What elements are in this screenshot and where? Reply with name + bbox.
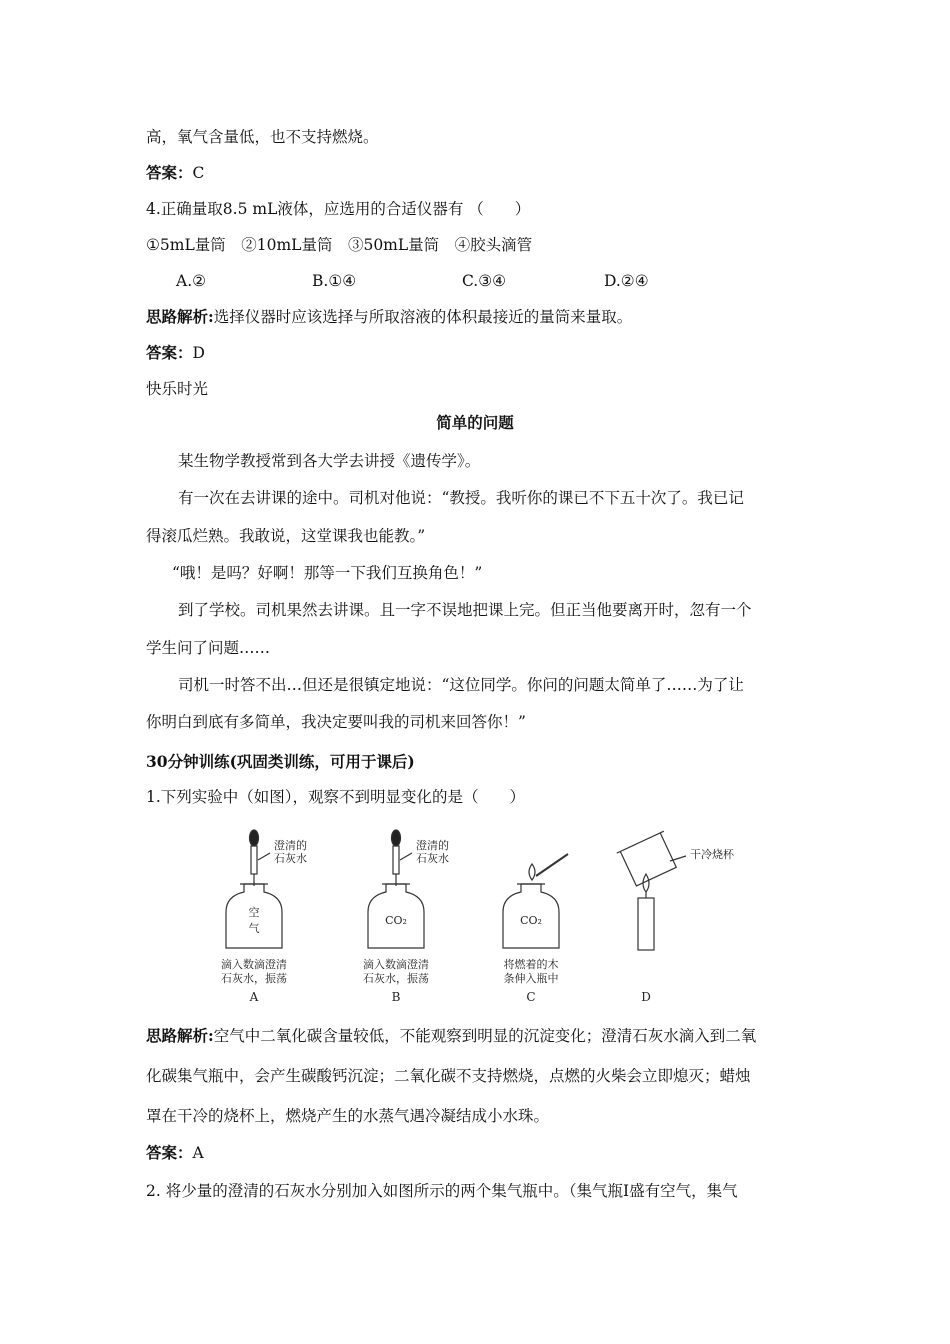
beaker-label: 干冷烧杯 — [690, 848, 734, 861]
analysis-label: 思路解析: — [146, 307, 214, 326]
option-b: B.①④ — [312, 272, 357, 290]
candle-d — [638, 898, 654, 950]
dropper-label-b1: 澄清的 — [416, 839, 449, 852]
splint-c — [536, 854, 568, 876]
dropper-tube-a — [251, 846, 257, 874]
answer-label: 答案： — [146, 343, 193, 362]
option-d: D.②④ — [604, 272, 649, 290]
figure-letter-c: C — [526, 990, 536, 1004]
analysis-text: 选择仪器时应该选择与所取溶液的体积最接近的量筒来量取。 — [213, 308, 633, 326]
analysis-text: 空气中二氧化碳含量较低，不能观察到明显的沉淀变化；澄清石灰水滴入到二氧 — [213, 1027, 757, 1045]
option-a: A.② — [176, 272, 207, 290]
answer-label: 答案： — [146, 163, 193, 182]
answer-line — [146, 1143, 204, 1163]
answer-label: 答案： — [146, 1143, 193, 1162]
bottle-c-label: CO₂ — [520, 914, 542, 927]
question-4-items: ①5mL量筒 ②10mL量筒 ③50mL量筒 ④胶头滴管 — [146, 236, 533, 254]
caption-c-2: 条伸入瓶中 — [503, 972, 559, 985]
question-4: 4.正确量取8.5 mL液体，应选用的合适仪器有 （ ） — [146, 200, 531, 218]
flame-c — [529, 864, 535, 880]
bottle-a-label-1: 空 — [248, 906, 260, 919]
section-title: 30分钟训练(巩固类训练，可用于课后) — [146, 752, 415, 771]
figure-letter-b: B — [391, 990, 401, 1004]
paragraph: “哦！是吗？好啊！那等一下我们互换角色！” — [172, 564, 483, 582]
paragraph-cont: 学生问了问题…… — [146, 639, 271, 657]
dropper-label-a2: 石灰水 — [274, 852, 307, 865]
experiment-figure — [200, 828, 760, 1008]
text-line: 高，氧气含量低，也不支持燃烧。 — [146, 128, 379, 146]
analysis-line — [146, 307, 632, 327]
caption-a-2: 石灰水，振荡 — [221, 972, 287, 985]
paragraph: 到了学校。司机果然去讲课。且一字不误地把课上完。但正当他要离开时，忽有一个 — [178, 601, 752, 619]
question-1: 1.下列实验中（如图），观察不到明显变化的是（ ） — [146, 788, 526, 806]
question-2: 2. 将少量的澄清的石灰水分别加入如图所示的两个集气瓶中。（集气瓶Ⅰ盛有空气，集气 — [146, 1182, 738, 1200]
caption-b-1: 滴入数滴澄清 — [363, 958, 429, 971]
answer-line — [146, 343, 205, 363]
analysis-line — [146, 1026, 756, 1046]
paragraph: 司机一时答不出…但还是很镇定地说：“这位同学。你问的问题太简单了……为了让 — [178, 676, 744, 694]
answer-value: C — [192, 164, 205, 182]
dropper-bulb-a — [250, 830, 259, 846]
answer-value: A — [192, 1144, 204, 1162]
analysis-cont: 罩在干冷的烧杯上，燃烧产生的水蒸气遇冷凝结成小水珠。 — [146, 1107, 550, 1125]
caption-a-1: 滴入数滴澄清 — [221, 958, 287, 971]
caption-c-1: 将燃着的木 — [503, 958, 559, 971]
dropper-tube-b — [393, 846, 399, 874]
analysis-label: 思路解析: — [146, 1026, 214, 1045]
paragraph-cont: 你明白到底有多简单，我决定要叫我的司机来回答你！” — [146, 713, 526, 731]
dropper-label-b2: 石灰水 — [416, 852, 449, 865]
caption-b-2: 石灰水，振荡 — [363, 972, 429, 985]
section-heading: 快乐时光 — [146, 380, 209, 398]
figure-letter-d: D — [641, 990, 651, 1004]
bottle-a-label-2: 气 — [248, 922, 260, 935]
bottle-b-label: CO₂ — [385, 914, 407, 927]
dropper-bulb-b — [392, 830, 401, 846]
paragraph-cont: 得滚瓜烂熟。我敢说，这堂课我也能教。” — [146, 527, 426, 545]
paragraph: 有一次在去讲课的途中。司机对他说：“教授。我听你的课已不下五十次了。我已记 — [178, 489, 744, 507]
story-title: 简单的问题 — [436, 413, 514, 432]
dropper-label-a1: 澄清的 — [274, 839, 307, 852]
option-c: C.③④ — [462, 272, 507, 290]
answer-line — [146, 163, 204, 183]
figure-letter-a: A — [249, 990, 259, 1004]
analysis-cont: 化碳集气瓶中，会产生碳酸钙沉淀；二氧化碳不支持燃烧，点燃的火柴会立即熄灭；蜡烛 — [146, 1067, 751, 1085]
paragraph: 某生物学教授常到各大学去讲授《遗传学》。 — [178, 452, 481, 470]
answer-value: D — [192, 344, 205, 362]
